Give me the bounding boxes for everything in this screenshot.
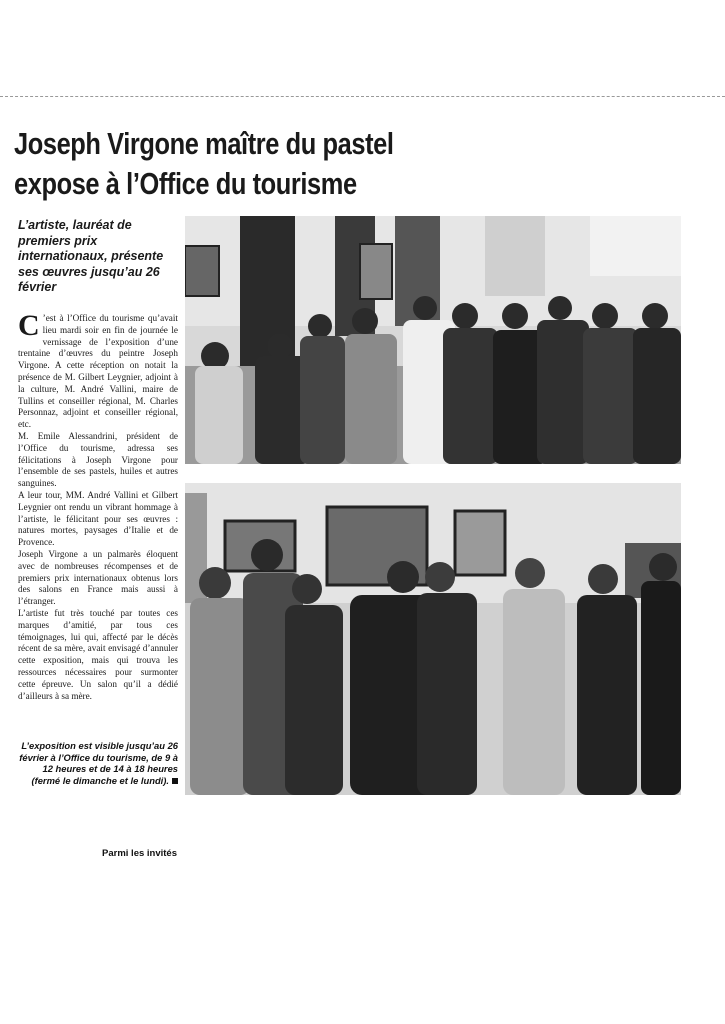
exhibition-info-text: L’exposition est visible jusqu’au 26 février à l’Office du tourisme, de 9 à 12 heures et de 14 à 18 heures (fermé le dimanche et le lundi). [19, 740, 178, 786]
body-paragraph-1 [18, 309, 178, 431]
body-paragraph-3: A leur tour, MM. André Vallini et Gilbert Leygnier ont rendu un vibrant hommage à l’artiste, le félicitant pour ses œuvres : natures mortes, paysages d’Italie et de Provence. [18, 489, 178, 548]
photo-guests-crowd [185, 216, 681, 464]
exhibition-info [18, 740, 178, 786]
body-paragraph-5: L’artiste fut très touché par toutes ces marques d’amitié, par tous ces témoignages, lui qui, affecté par le décès récent de sa mère, avait envisagé d’annuler cette exposition, mais qui trouva les ressources nécessaires pour surmonter cette épreuve. Un salon qu’il a dédié d’ailleurs à sa mère. [18, 607, 178, 701]
body-paragraph-2: M. Emile Alessandrini, président de l’Office du tourisme, adressa ses félicitations à Joseph Virgone pour l’ensemble de ses pastels, huiles et autres sanguines. [18, 430, 178, 489]
photo-caption: Parmi les invités [102, 848, 177, 859]
photo-guests-crowd-image [185, 216, 681, 464]
headline-line-2: expose à l’Office du tourisme [14, 166, 357, 201]
body-paragraph-4: Joseph Virgone a un palmarès éloquent avec de nombreuses récompenses et de premiers prix internationaux obtenus lors des salons en France mais aussi à l’étranger. [18, 548, 178, 607]
drop-cap: C [18, 309, 40, 342]
lead-paragraph: L’artiste, lauréat de premiers prix internationaux, présente ses œuvres jusqu’au 26 février [18, 218, 164, 294]
top-divider [0, 96, 725, 97]
photo-artist-with-officials-image [185, 483, 681, 795]
headline-line-1: Joseph Virgone maître du pastel [14, 126, 394, 161]
article-body [18, 309, 178, 702]
headline [14, 124, 539, 204]
end-mark-icon [172, 778, 178, 784]
body-paragraph-1-text: ’est à l’Office du tourisme qu’avait lieu mardi soir en fin de journée le vernissage de l’exposition d’une trentaine d’œuvres du peintre Joseph Virgone. A cette réception on notait la présence de M. Gilbert Leygnier, adjoint à la culture, M. André Vallini, maire de Tullins et conseiller régional, M. Charles Personnaz, adjoint et conseiller régional, etc. [18, 313, 178, 430]
photo-artist-with-officials [185, 483, 681, 795]
